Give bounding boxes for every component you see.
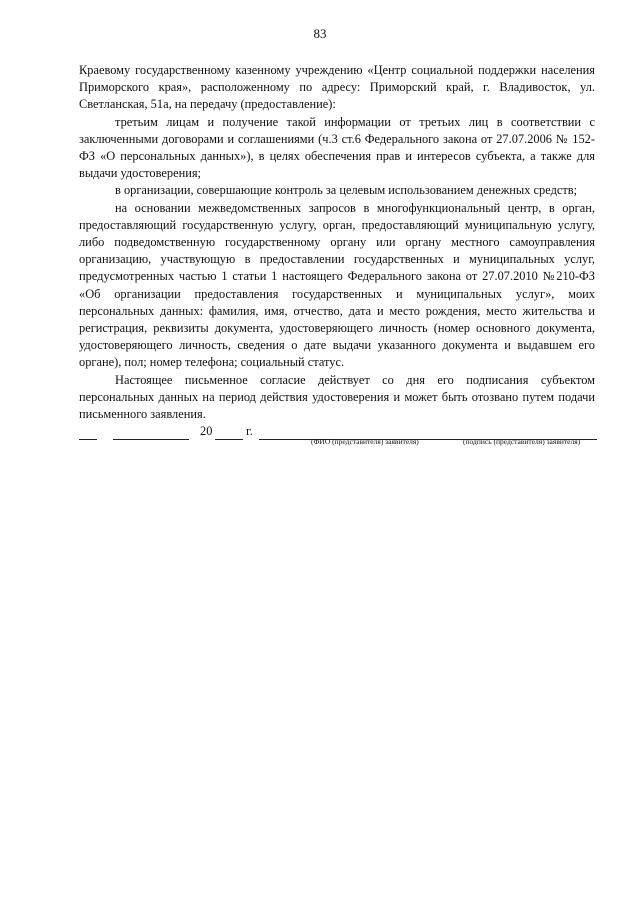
month-blank xyxy=(113,439,189,440)
caption-signature: (подпись (представителя) заявителя) xyxy=(463,437,581,446)
year-suffix: г. xyxy=(246,424,253,438)
document-body xyxy=(79,62,595,423)
paragraph-consent-validity: Настоящее письменное согласие действует со дня его подписания субъектом персональных данных на период действия удостоверения и может быть отозвано путем подачи письменного заявления. xyxy=(79,372,595,422)
year-blank xyxy=(215,439,243,440)
paragraph-third-parties: третьим лицам и получение такой информации от третьих лиц в соответствии с заключенными договорами и соглашениями (ч.3 ст.6 Федерального закона от 27.07.2006 № 152-ФЗ «О персональных данных»), в целях обеспечения прав и интересов субъекта, а также для выдачи удостоверения; xyxy=(79,114,595,181)
year-prefix: 20 xyxy=(200,424,213,438)
day-blank xyxy=(79,439,97,440)
page-number: 83 xyxy=(313,26,327,41)
paragraph-interagency-requests: на основании межведомственных запросов в многофункциональный центр, в орган, предоставляющий государственную услугу, орган, предоставляющий муниципальную услугу, либо подведомственную государственному органу или органу местного самоуправления организацию, участвующую в предоставлении государственных и муниципальных услуг, предусмотренных частью 1 статьи 1 настоящего Федерального закона от 27.07.2010 №210-ФЗ «Об организации предоставления государственных и муниципальных услуг», моих персональных данных: фамилия, имя, отчество, дата и место рождения, место жительства и регистрация, реквизиты документа, удостоверяющего личность (номер основного документа, удостоверяющего личность, сведения о дате выдачи указанного документа и выдавшем его органе), пол; номер телефона; социальный статус. xyxy=(79,200,595,370)
paragraph-control-organizations: в организации, совершающие контроль за целевым использованием денежных средств; xyxy=(115,183,578,198)
paragraph-recipient: Краевому государственному казенному учреждению «Центр социальной поддержки населения Приморского края», расположенному по адресу: Приморский край, г. Владивосток, ул. Светланская, 51а, на передачу (предоставление): xyxy=(79,63,595,112)
caption-name: (ФИО (представителя) заявителя) xyxy=(311,437,419,446)
signature-block xyxy=(79,424,599,454)
